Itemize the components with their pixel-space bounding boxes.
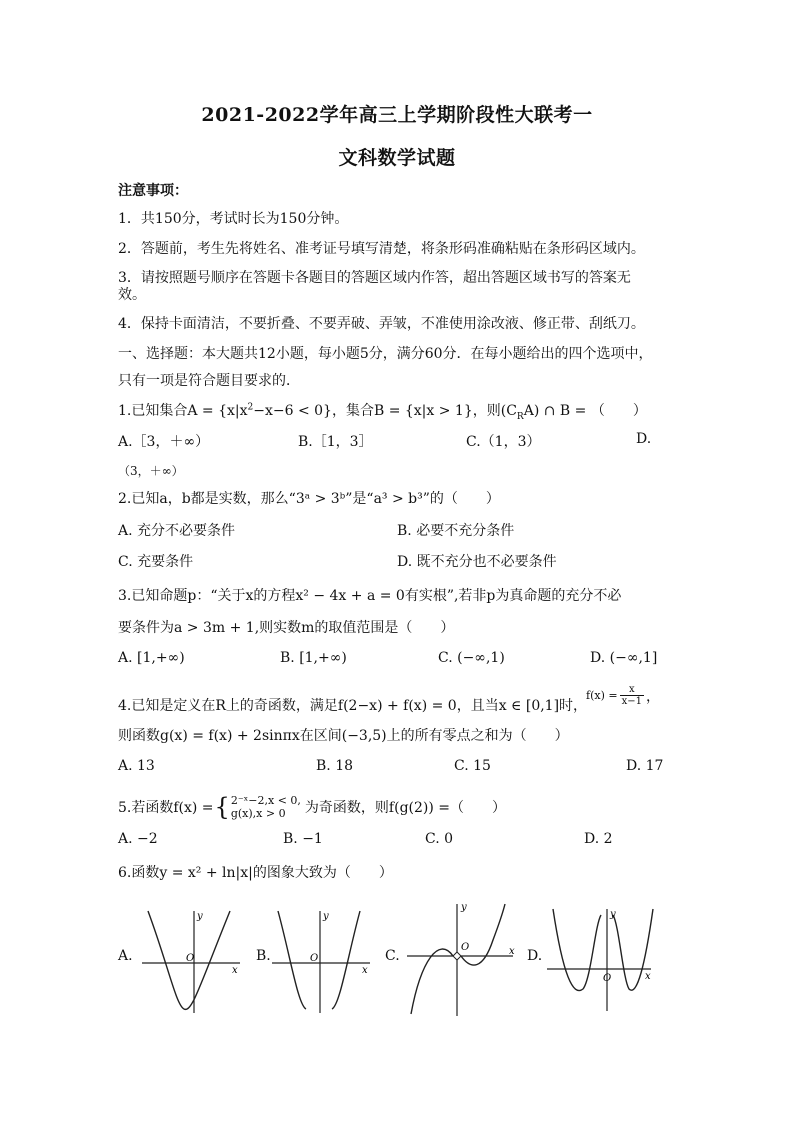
y-axis-label: y [610,909,616,920]
notice-item-1: 1．共150分，考试时长为150分钟。 [118,211,349,227]
q4-option-b: B. 18 [316,758,354,774]
q5-option-a: A. −2 [118,831,158,847]
q3-option-b: B. [1,+∞) [280,650,347,666]
q4-stem-1: 4.已知是定义在R上的奇函数，满足f(2−x) + f(x) = 0，且当x ∈ [0,1]时， [118,698,588,714]
q1-stem [118,400,647,422]
x-axis-label: x [362,965,368,976]
q2-option-b: B. 必要不充分条件 [397,523,515,539]
q5-stem-post: 为奇函数，则f(g(2)) =（ ） [304,800,507,816]
q4-option-d: D. 17 [626,758,664,774]
q6-graph-a-label: A. [118,948,133,964]
q1-option-d-value: （3，＋∞） [118,464,184,478]
q4-fraction-body [620,684,644,707]
q5-option-b: B. −1 [283,831,323,847]
q6-graph-b [270,905,380,1015]
origin-label: O [186,953,195,964]
q6-graph-c [405,900,520,1018]
q4-fraction-denominator: x−1 [621,696,642,707]
q3-stem-1: 3.已知命题p：“关于x的方程x² − 4x + a = 0有实根”,若非p为真命题的充分不必 [118,588,622,604]
origin-label: O [461,942,470,953]
y-axis-label: y [323,911,329,922]
q6-graph-a [140,905,250,1015]
q1-option-c: C.（1，3） [466,434,541,450]
q6-graph-b-label: B. [256,948,271,964]
origin-label: O [603,973,612,984]
exam-subtitle: 文科数学试题 [338,147,456,169]
q1-stem-sub: R [516,411,524,422]
x-axis-label: x [645,971,651,982]
q3-option-d: D. (−∞,1] [590,650,658,666]
q2-option-d: D. 既不充分也不必要条件 [397,554,557,570]
origin-marker [453,952,461,960]
notice-heading: 注意事项： [118,183,188,199]
q5-case-1: 2⁻ˣ−2,x < 0, [230,794,301,807]
exam-title: 2021-2022学年高三上学期阶段性大联考一 [201,104,593,126]
section-line-1: 一、选择题：本大题共12小题，每小题5分，满分60分．在每小题给出的四个选项中， [118,346,653,362]
q4-fraction [586,684,660,707]
q5-case-2: g(x),x > 0 [230,807,286,820]
notice-item-3: 3．请按照题号顺序在答题卡各题目的答题区域内作答，超出答题区域书写的答案无 [118,270,631,286]
q5-cases [231,794,301,820]
origin-label: O [310,953,319,964]
x-axis-label: x [232,965,238,976]
q6-graph-d [545,905,660,1015]
q6-stem: 6.函数y = x² + ln|x|的图象大致为（ ） [118,865,393,881]
q5-option-d: D. 2 [584,831,613,847]
notice-item-3-cont: 效。 [118,287,146,303]
q5-stem [118,794,506,820]
q1-stem-sup: 2 [247,402,254,413]
x-axis-label: x [509,946,515,957]
q6-graph-c-label: C. [385,948,400,964]
q2-option-c: C. 充要条件 [118,554,194,570]
curve [278,911,360,1009]
notice-item-4: 4．保持卡面清洁，不要折叠、不要弄破、弄皱，不准使用涂改液、修正带、刮纸刀。 [118,316,645,332]
q2-option-a: A. 充分不必要条件 [118,523,236,539]
q4-option-c: C. 15 [454,758,491,774]
q4-fraction-lhs: f(x) = [586,689,618,702]
q3-stem-2: 要条件为a > 3m + 1,则实数m的取值范围是（ ） [118,620,455,636]
q5-option-c: C. 0 [425,831,454,847]
q1-option-d: D. [636,431,652,447]
q5-stem-pre: 5.若函数f(x) = [118,800,214,816]
q6-graph-d-label: D. [527,948,543,964]
q3-option-c: C. (−∞,1) [438,650,505,666]
q3-option-a: A. [1,+∞) [118,650,185,666]
section-line-2: 只有一项是符合题目要求的． [118,373,300,389]
q4-option-a: A. 13 [118,758,155,774]
q1-stem-part: 1.已知集合A = {x|x [118,403,248,419]
q1-stem-part: A) ∩ B = （ ） [523,403,647,419]
q1-option-a: A.［3，＋∞） [118,434,210,450]
q1-option-b: B.［1，3］ [298,434,373,450]
y-axis-label: y [197,911,203,922]
q4-stem-2: 则函数g(x) = f(x) + 2sinπx在区间(−3,5)上的所有零点之和为（ ） [118,728,569,744]
q4-fraction-end: ， [645,688,660,705]
notice-item-2: 2．答题前，考生先将姓名、准考证号填写清楚，将条形码准确粘贴在条形码区域内。 [118,241,645,257]
q1-stem-part: −x−6 < 0}，集合B = {x|x > 1}，则(C [253,403,517,419]
q2-stem: 2.已知a，b都是实数，那么“3ᵃ > 3ᵇ”是“a³ > b³”的（ ） [118,491,500,507]
q5-brace: { [214,793,230,821]
q4-fraction-numerator: x [628,684,635,695]
y-axis-label: y [461,902,467,913]
